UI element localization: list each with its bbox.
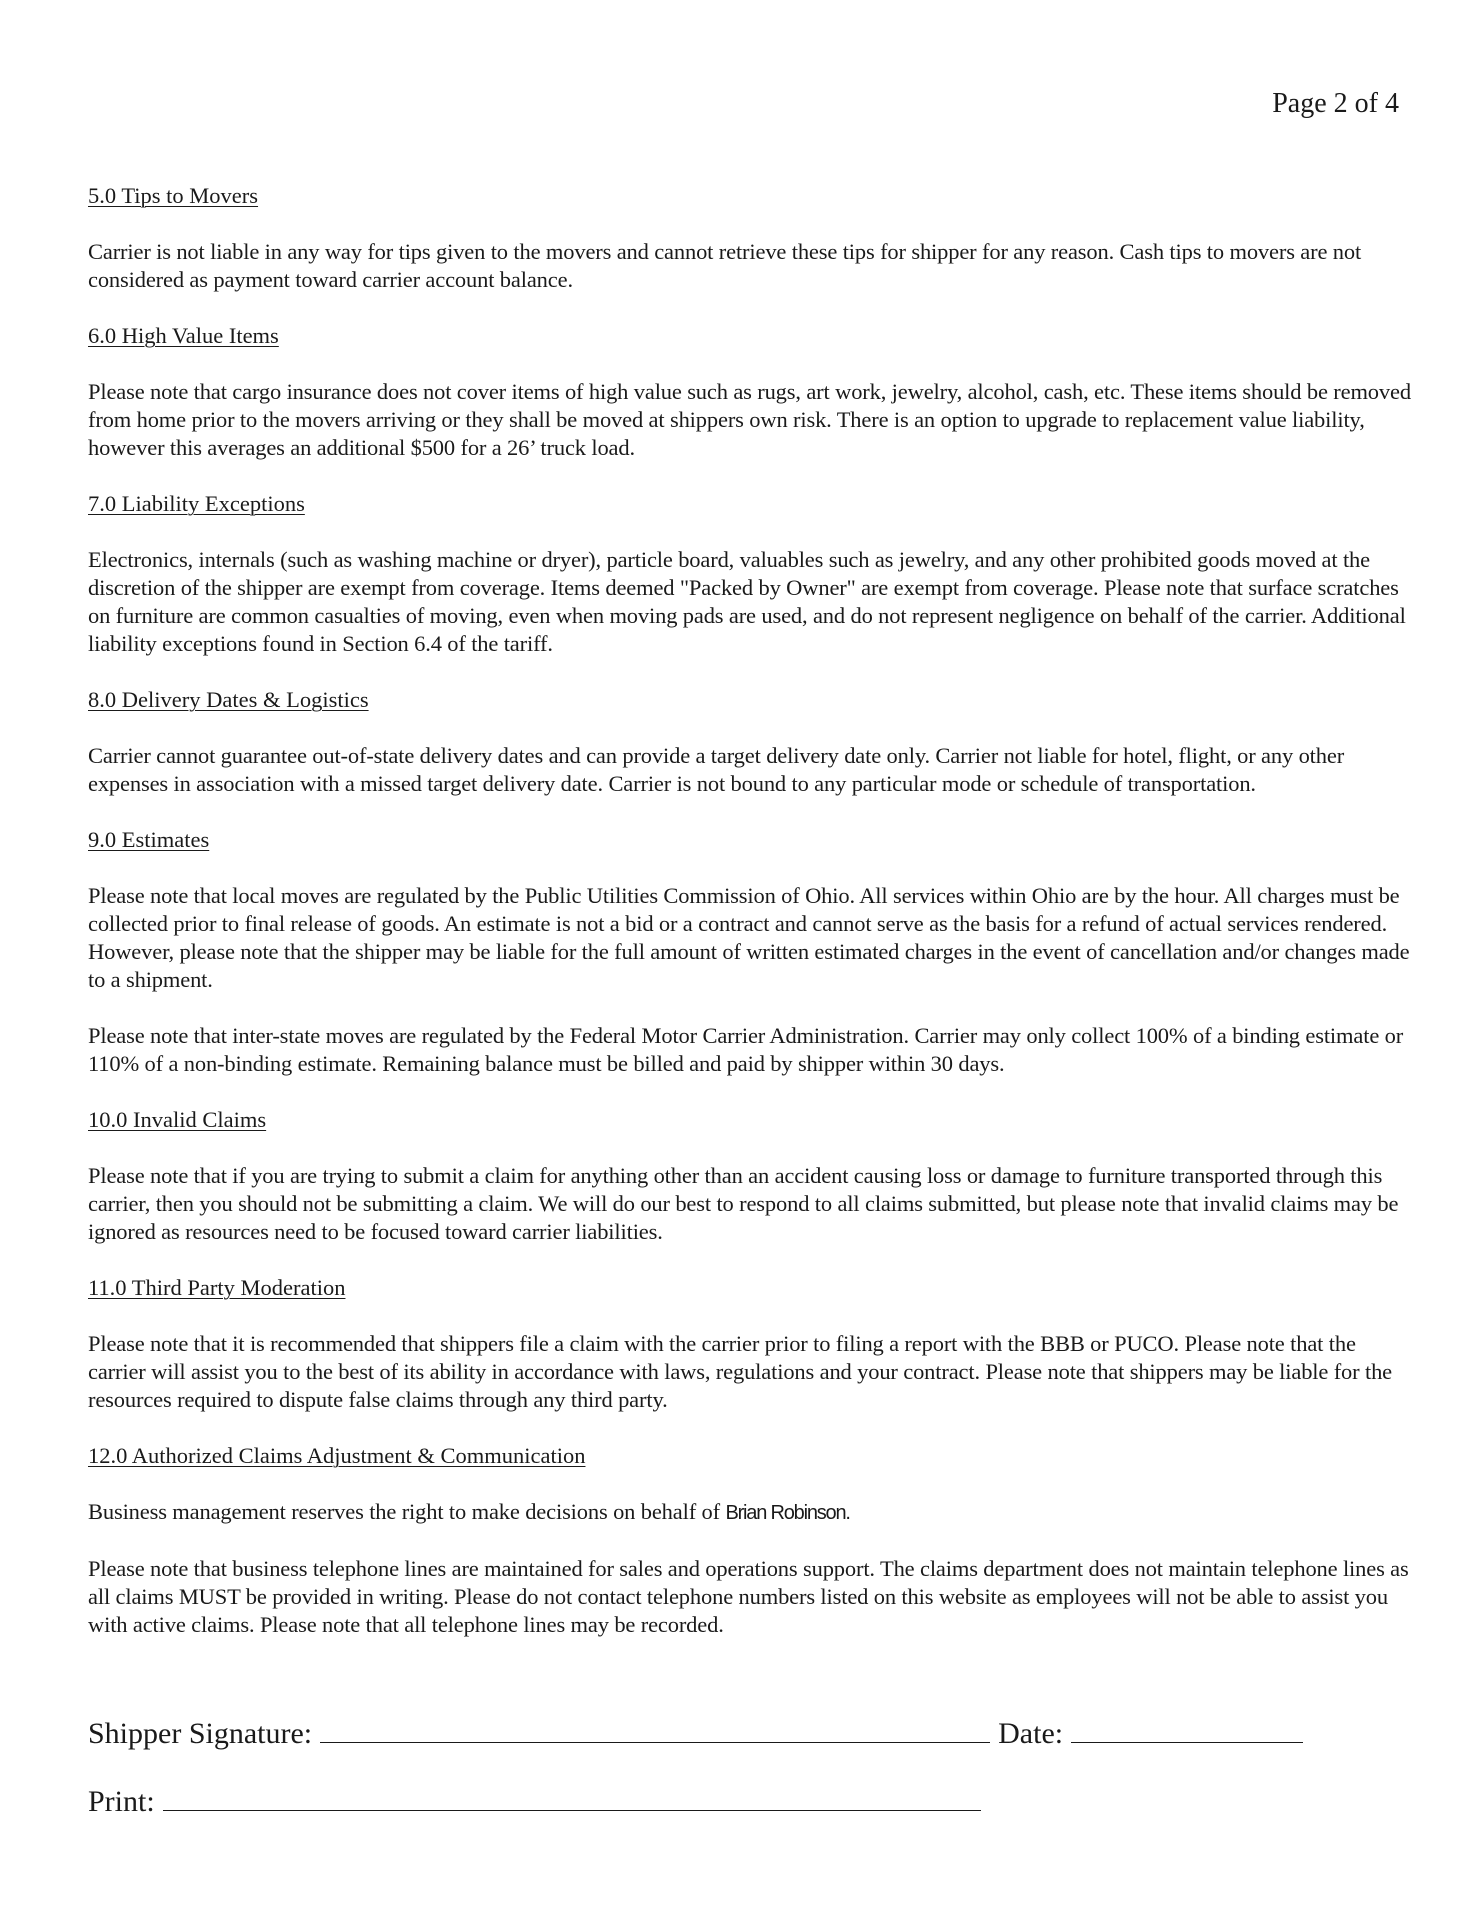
section-paragraph: Please note that cargo insurance does not cover items of high value such as rugs, art work, jewelry, alcohol, cash, etc. These items should be removed from home prior to the movers arriving or they shall be moved at shippers own risk. There is an option to upgrade to replacement value liability, however this averages an additional $500 for a 26’ truck load. (88, 379, 1411, 460)
section-heading: 12.0 Authorized Claims Adjustment & Communication (88, 1443, 586, 1468)
section-heading: 7.0 Liability Exceptions (88, 491, 305, 516)
section-authorized-claims (88, 1442, 1413, 1639)
section-paragraph: Please note that it is recommended that shippers file a claim with the carrier prior to filing a report with the BBB or PUCO. Please note that the carrier will assist you to the best of its ability in accordance with laws, regulations and your contract. Please note that shippers may be liable for the resources required to dispute false claims through any third party. (88, 1331, 1393, 1412)
section-tips-to-movers (88, 182, 1413, 294)
management-statement-text: Business management reserves the right to make decisions on behalf of (88, 1499, 726, 1524)
section-heading: 9.0 Estimates (88, 827, 210, 852)
date-label: Date: (998, 1717, 1064, 1750)
section-delivery-dates (88, 686, 1413, 798)
section-liability-exceptions (88, 490, 1413, 658)
section-paragraph: Electronics, internals (such as washing machine or dryer), particle board, valuables such as jewelry, and any other prohibited goods moved at the discretion of the shipper are exempt from coverage. Items deemed "Packed by Owner" are exempt from coverage. Please note that surface scratches on furniture are common casualties of moving, even when moving pads are used, and do not represent negligence on behalf of the carrier. Additional liability exceptions found in Section 6.4 of the tariff. (88, 547, 1406, 656)
shipper-signature-field[interactable] (320, 1712, 990, 1743)
print-row (88, 1780, 1408, 1820)
page-number: Page 2 of 4 (1272, 88, 1399, 119)
section-high-value-items (88, 322, 1413, 462)
authorized-name: Brian Robinson. (725, 1502, 850, 1524)
section-heading: 10.0 Invalid Claims (88, 1107, 267, 1132)
section-paragraph: Please note that inter-state moves are regulated by the Federal Motor Carrier Administration. Carrier may only collect 100% of a binding estimate or 110% of a non-binding estimate. Remaining balance must be billed and paid by shipper within 30 days. (88, 1023, 1404, 1076)
signature-row (88, 1712, 1408, 1752)
section-heading: 6.0 High Value Items (88, 323, 279, 348)
section-invalid-claims (88, 1106, 1413, 1246)
section-paragraph: Carrier cannot guarantee out-of-state delivery dates and can provide a target delivery date only. Carrier not liable for hotel, flight, or any other expenses in association with a missed target delivery date. Carrier is not bound to any particular mode or schedule of transportation. (88, 743, 1345, 796)
section-paragraph: Carrier is not liable in any way for tips given to the movers and cannot retrieve these tips for shipper for any reason. Cash tips to movers are not considered as payment toward carrier account balance. (88, 239, 1362, 292)
section-heading: 11.0 Third Party Moderation (88, 1275, 346, 1300)
section-third-party-moderation (88, 1274, 1413, 1414)
section-estimates (88, 826, 1413, 1078)
document-body (88, 182, 1413, 1667)
management-statement (88, 1498, 1413, 1527)
section-paragraph: Please note that if you are trying to submit a claim for anything other than an accident causing loss or damage to furniture transported through this carrier, then you should not be submitting a claim. We will do our best to respond to all claims submitted, but please note that invalid claims may be ignored as resources need to be focused toward carrier liabilities. (88, 1163, 1399, 1244)
section-heading: 8.0 Delivery Dates & Logistics (88, 687, 369, 712)
date-field[interactable] (1071, 1712, 1303, 1743)
print-label: Print: (88, 1785, 155, 1818)
print-name-field[interactable] (163, 1780, 981, 1811)
shipper-signature-label: Shipper Signature: (88, 1717, 313, 1750)
section-paragraph: Please note that business telephone lines are maintained for sales and operations support. The claims department does not maintain telephone lines as all claims MUST be provided in writing. Please do not contact telephone numbers listed on this website as employees will not be able to assist you with active claims. Please note that all telephone lines may be recorded. (88, 1556, 1409, 1637)
section-heading: 5.0 Tips to Movers (88, 183, 259, 208)
section-paragraph: Please note that local moves are regulated by the Public Utilities Commission of Ohio. All services within Ohio are by the hour. All charges must be collected prior to final release of goods. An estimate is not a bid or a contract and cannot serve as the basis for a refund of actual services rendered. However, please note that the shipper may be liable for the full amount of written estimated charges in the event of cancellation and/or changes made to a shipment. (88, 883, 1410, 992)
